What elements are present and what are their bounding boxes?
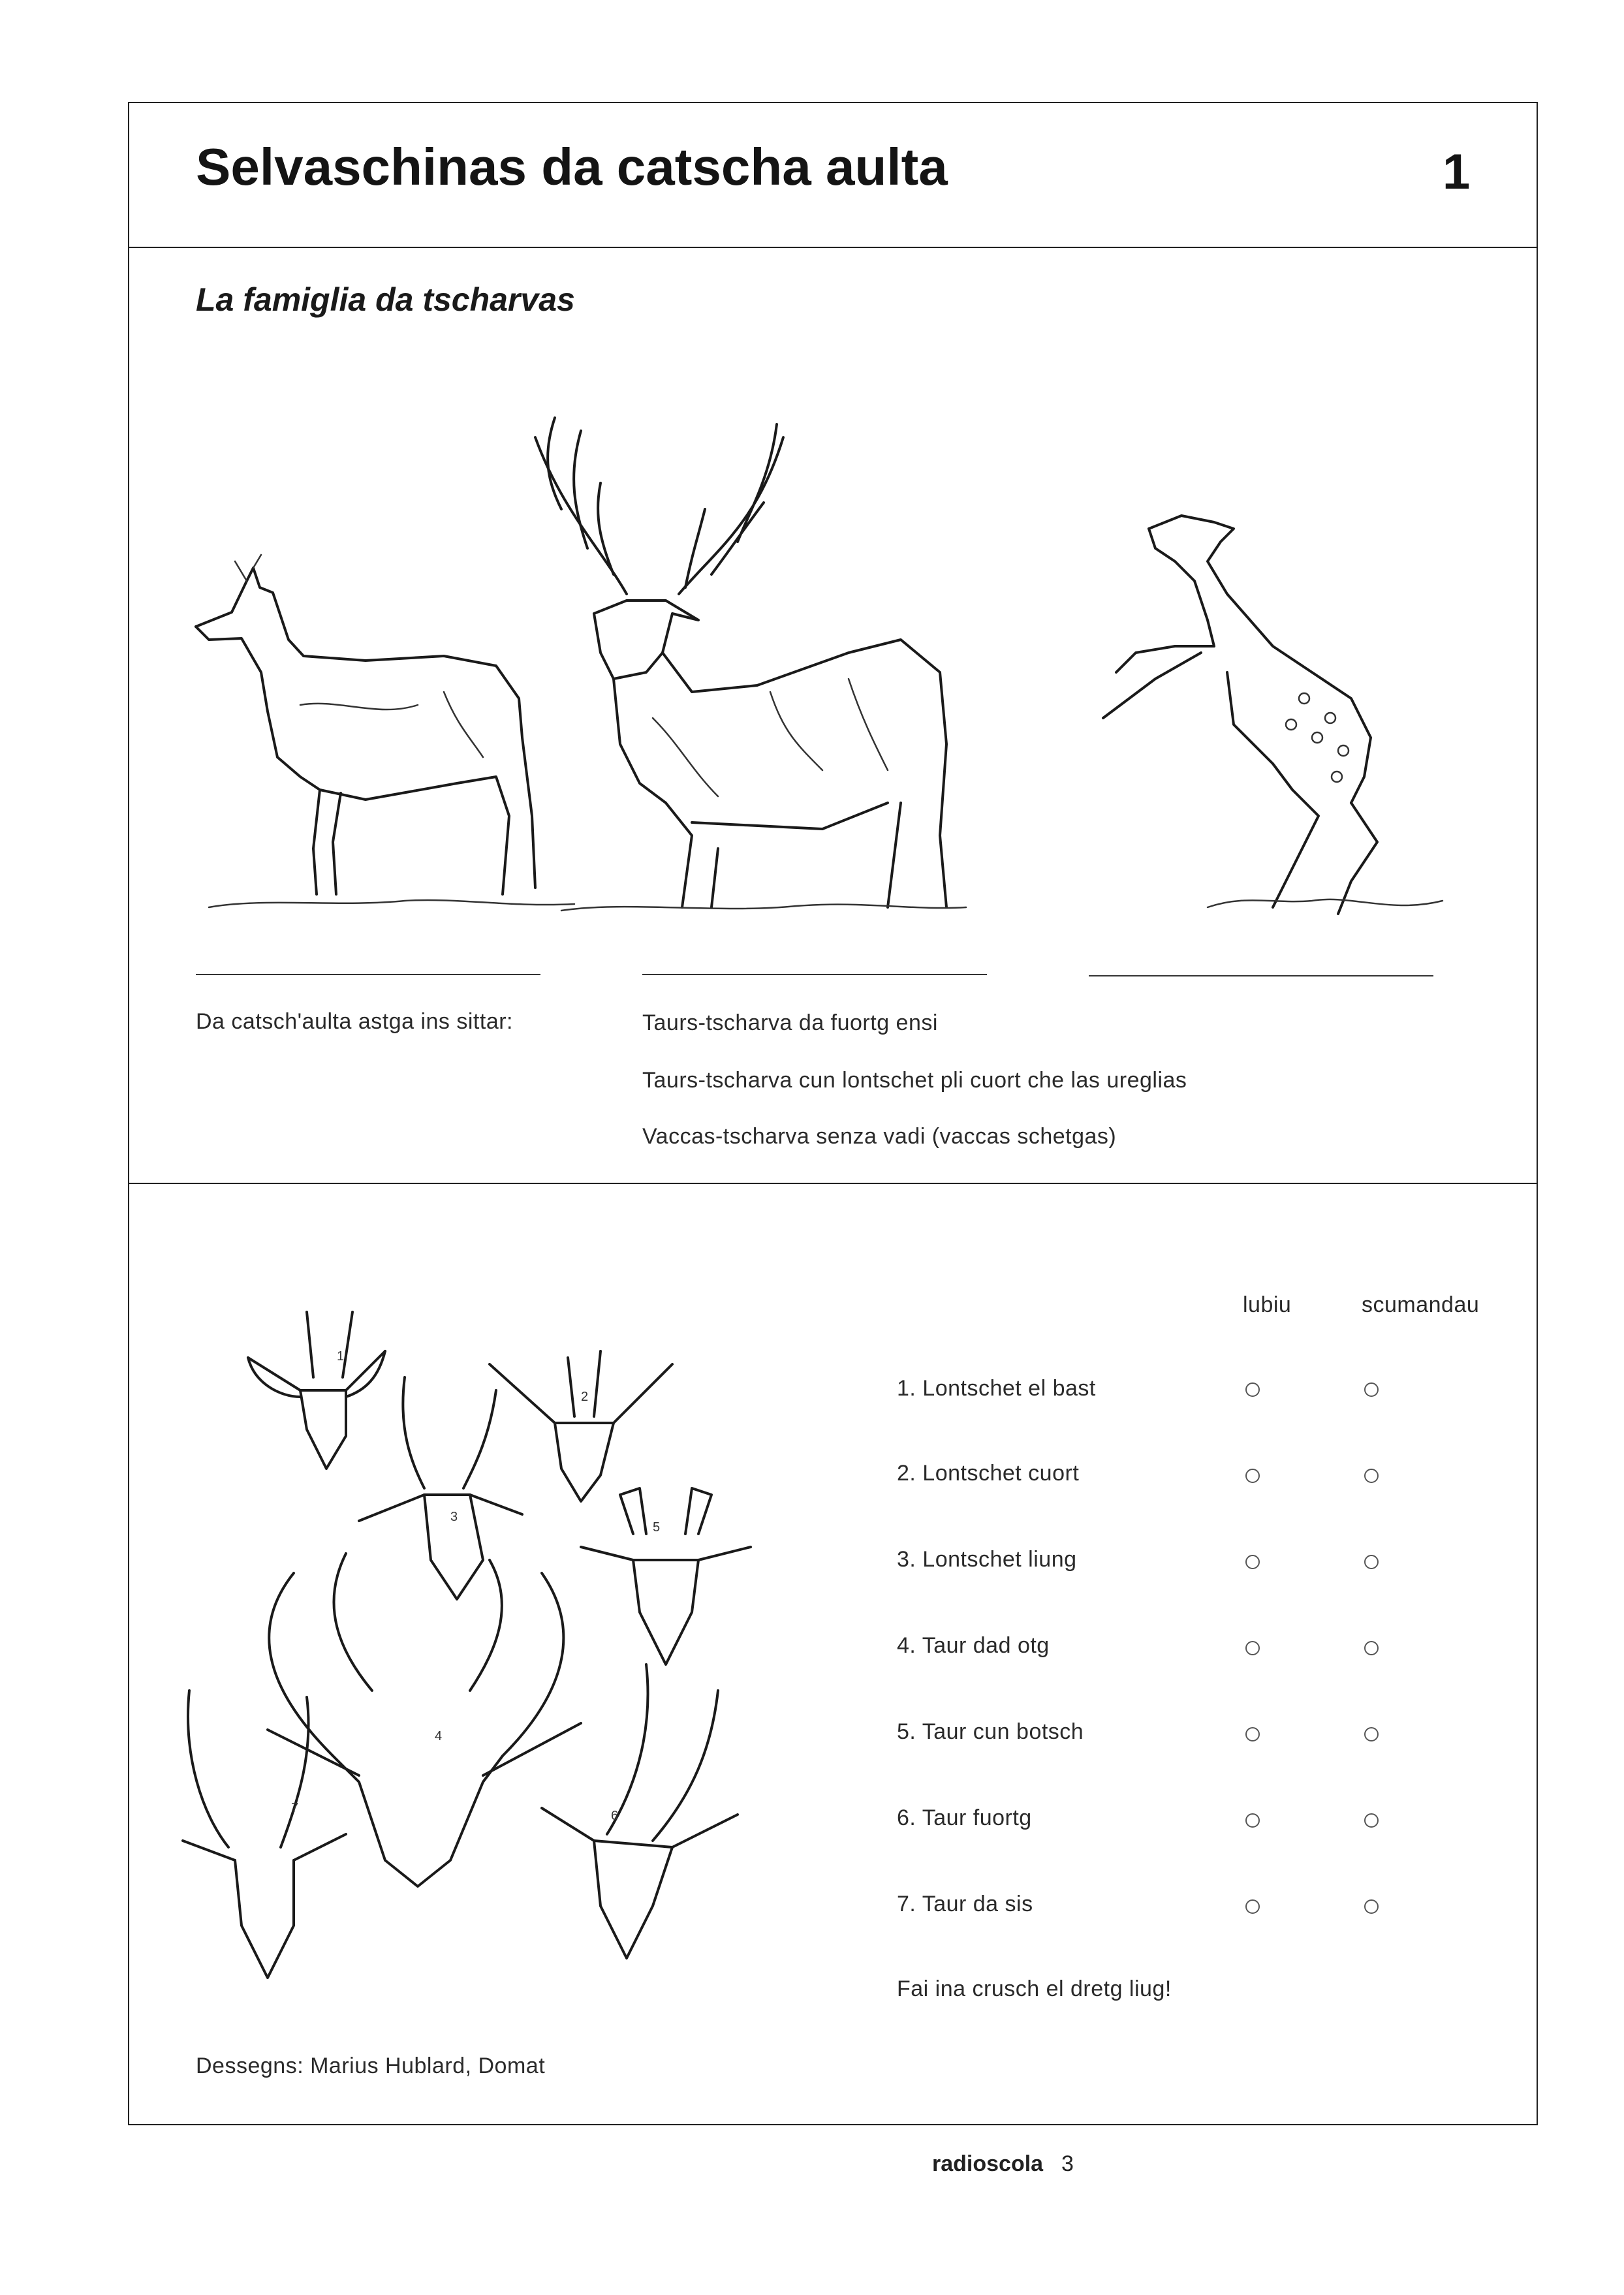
- question-item: 2. Lontschet cuort: [897, 1461, 1080, 1486]
- column-header-allowed: lubiu: [1243, 1292, 1292, 1317]
- question-item: 1. Lontschet el bast: [897, 1376, 1096, 1401]
- sheet-number: 1: [1443, 144, 1471, 200]
- answer-forbidden-1[interactable]: [1364, 1382, 1379, 1397]
- answer-allowed-6[interactable]: [1245, 1813, 1260, 1828]
- page-title: Selvaschinas da catscha aulta: [196, 138, 948, 196]
- answer-allowed-7[interactable]: [1245, 1899, 1260, 1914]
- answer-forbidden-3[interactable]: [1364, 1555, 1379, 1569]
- question-item: 3. Lontschet liung: [897, 1547, 1077, 1572]
- svg-text:2: 2: [581, 1390, 589, 1404]
- answer-forbidden-2[interactable]: [1364, 1469, 1379, 1483]
- stag-drawing: [522, 379, 979, 920]
- svg-text:4: 4: [435, 1729, 443, 1743]
- question-item: 5. Taur cun botsch: [897, 1719, 1084, 1744]
- instruction-text: Fai ina crusch el dretg liug!: [897, 1976, 1172, 2001]
- hunting-rule: Taurs-tscharva cun lontschet pli cuort che las ureglias: [642, 1068, 1187, 1093]
- hunting-rules-intro: Da catsch'aulta astga ins sittar:: [196, 1009, 513, 1034]
- answer-allowed-4[interactable]: [1245, 1641, 1260, 1655]
- header-divider: [128, 247, 1538, 248]
- svg-text:5: 5: [653, 1520, 661, 1535]
- svg-text:6: 6: [611, 1809, 619, 1823]
- deer-heads-drawing: [176, 1299, 751, 2004]
- hunting-rule: Vaccas-tscharva senza vadi (vaccas schetgas): [642, 1124, 1117, 1149]
- illustration-credit: Dessegns: Marius Hublard, Domat: [196, 2053, 546, 2078]
- section-subtitle: La famiglia da tscharvas: [196, 281, 575, 318]
- answer-line-hind[interactable]: [196, 974, 540, 975]
- svg-text:1: 1: [337, 1349, 345, 1364]
- section-divider: [128, 1183, 1538, 1184]
- page-number: 3: [1061, 2151, 1074, 2176]
- svg-text:7: 7: [291, 1801, 299, 1815]
- question-item: 4. Taur dad otg: [897, 1633, 1050, 1658]
- question-item: 7. Taur da sis: [897, 1892, 1033, 1916]
- footer-brand: radioscola: [932, 2151, 1044, 2176]
- answer-allowed-2[interactable]: [1245, 1469, 1260, 1483]
- answer-forbidden-6[interactable]: [1364, 1813, 1379, 1828]
- column-header-forbidden: scumandau: [1362, 1292, 1480, 1317]
- calf-drawing: [1077, 503, 1456, 920]
- answer-line-calf[interactable]: [1089, 975, 1433, 976]
- answer-forbidden-5[interactable]: [1364, 1727, 1379, 1741]
- svg-text:3: 3: [450, 1510, 458, 1524]
- answer-line-stag[interactable]: [642, 974, 987, 975]
- answer-allowed-3[interactable]: [1245, 1555, 1260, 1569]
- answer-forbidden-7[interactable]: [1364, 1899, 1379, 1914]
- answer-allowed-1[interactable]: [1245, 1382, 1260, 1397]
- answer-allowed-5[interactable]: [1245, 1727, 1260, 1741]
- hunting-rule: Taurs-tscharva da fuortg ensi: [642, 1010, 938, 1035]
- answer-forbidden-4[interactable]: [1364, 1641, 1379, 1655]
- question-item: 6. Taur fuortg: [897, 1805, 1032, 1830]
